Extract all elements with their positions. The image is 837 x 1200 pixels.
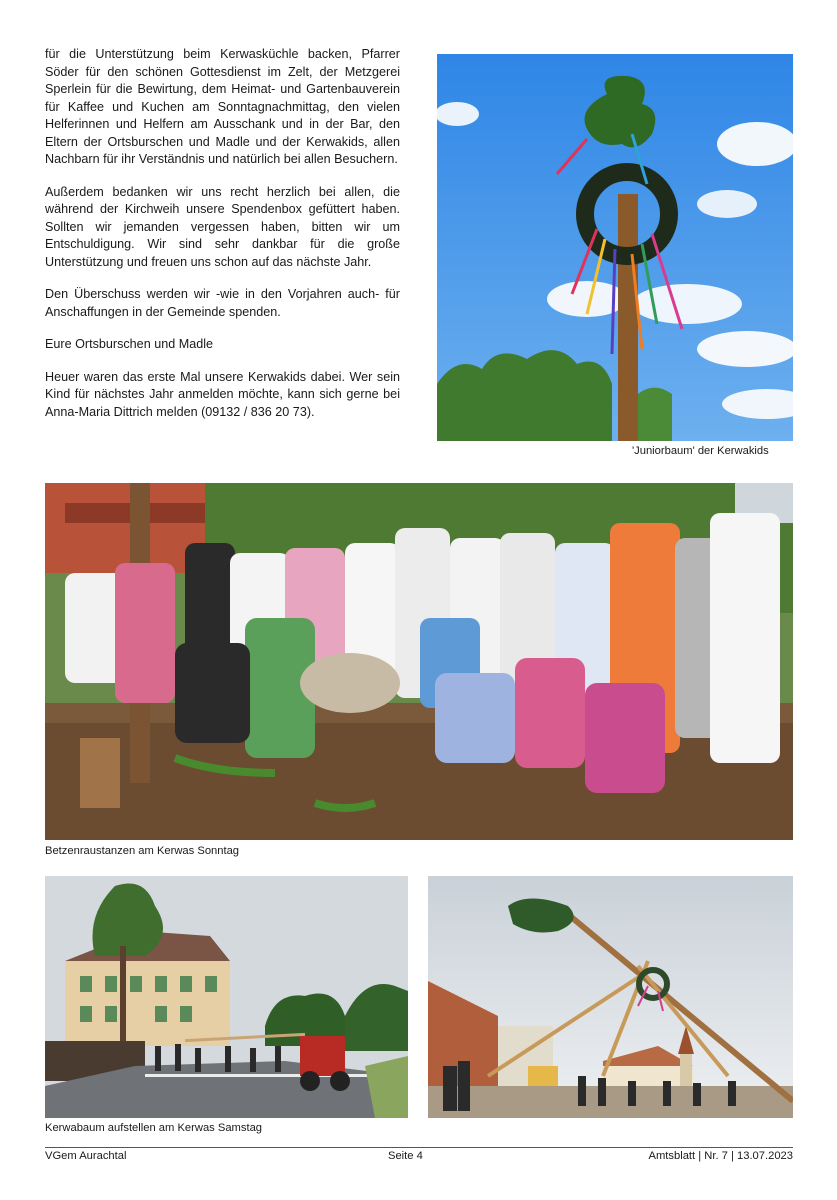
juniorbaum-caption: 'Juniorbaum' der Kerwakids [632, 445, 769, 457]
footer-page-number: Seite 4 [388, 1150, 423, 1162]
paragraph-surplus: Den Überschuss werden wir -wie in den Vorjahren auch- für Anschaffungen in der Gemeinde spenden. [45, 287, 400, 319]
betzen-caption: Betzenraustanzen am Kerwas Sonntag [45, 845, 240, 857]
kerwabaum-caption: Kerwabaum aufstellen am Kerwas Samstag [45, 1122, 263, 1134]
betzen-photo [45, 483, 793, 840]
footer-issue: Amtsblatt | Nr. 7 | 13.07.2023 [648, 1150, 793, 1162]
article-text [45, 46, 400, 421]
paragraph-kerwakids: Heuer waren das erste Mal unsere Kerwakids dabei. Wer sein Kind für nächstes Jahr anmelden möchte, kann sich gerne bei Anna-Maria Dittrich melden (09132 / 836 20 73). [45, 369, 400, 419]
juniorbaum-photo [437, 54, 793, 441]
pole-raising-photo [428, 876, 793, 1118]
paragraph-thanks: für die Unterstützung beim Kerwasküchle backen, Pfarrer Söder für den schönen Gottesdienst im Zelt, der Metzgerei Sperlein für die Bewirtung, dem Heimat- und Gartenbauverein für Kaffee und Kuchen am Sonntagnachmittag, den vielen Helferinnen und Helfern am Ausschank und in der Bar, den Eltern der Ortsburschen und Madle und der Kerwakids, allen Nachbarn für ihr Verständnis und natürlich bei allen Besuchern. [45, 47, 400, 166]
paragraph-signature: Eure Ortsburschen und Madle [45, 337, 214, 351]
paragraph-donations: Außerdem bedanken wir uns recht herzlich bei allen, die während der Kirchweih unsere Spendenbox gefüttert haben. Sollten wir jemanden vergessen haben, bitten wir um Entschuldigung. Wir sind sehr dankbar für die große Unterstützung und freuen uns schon auf das nächste Jahr. [45, 184, 400, 269]
footer-rule [45, 1147, 793, 1148]
footer-publisher: VGem Aurachtal [45, 1150, 127, 1162]
street-photo [45, 876, 408, 1118]
